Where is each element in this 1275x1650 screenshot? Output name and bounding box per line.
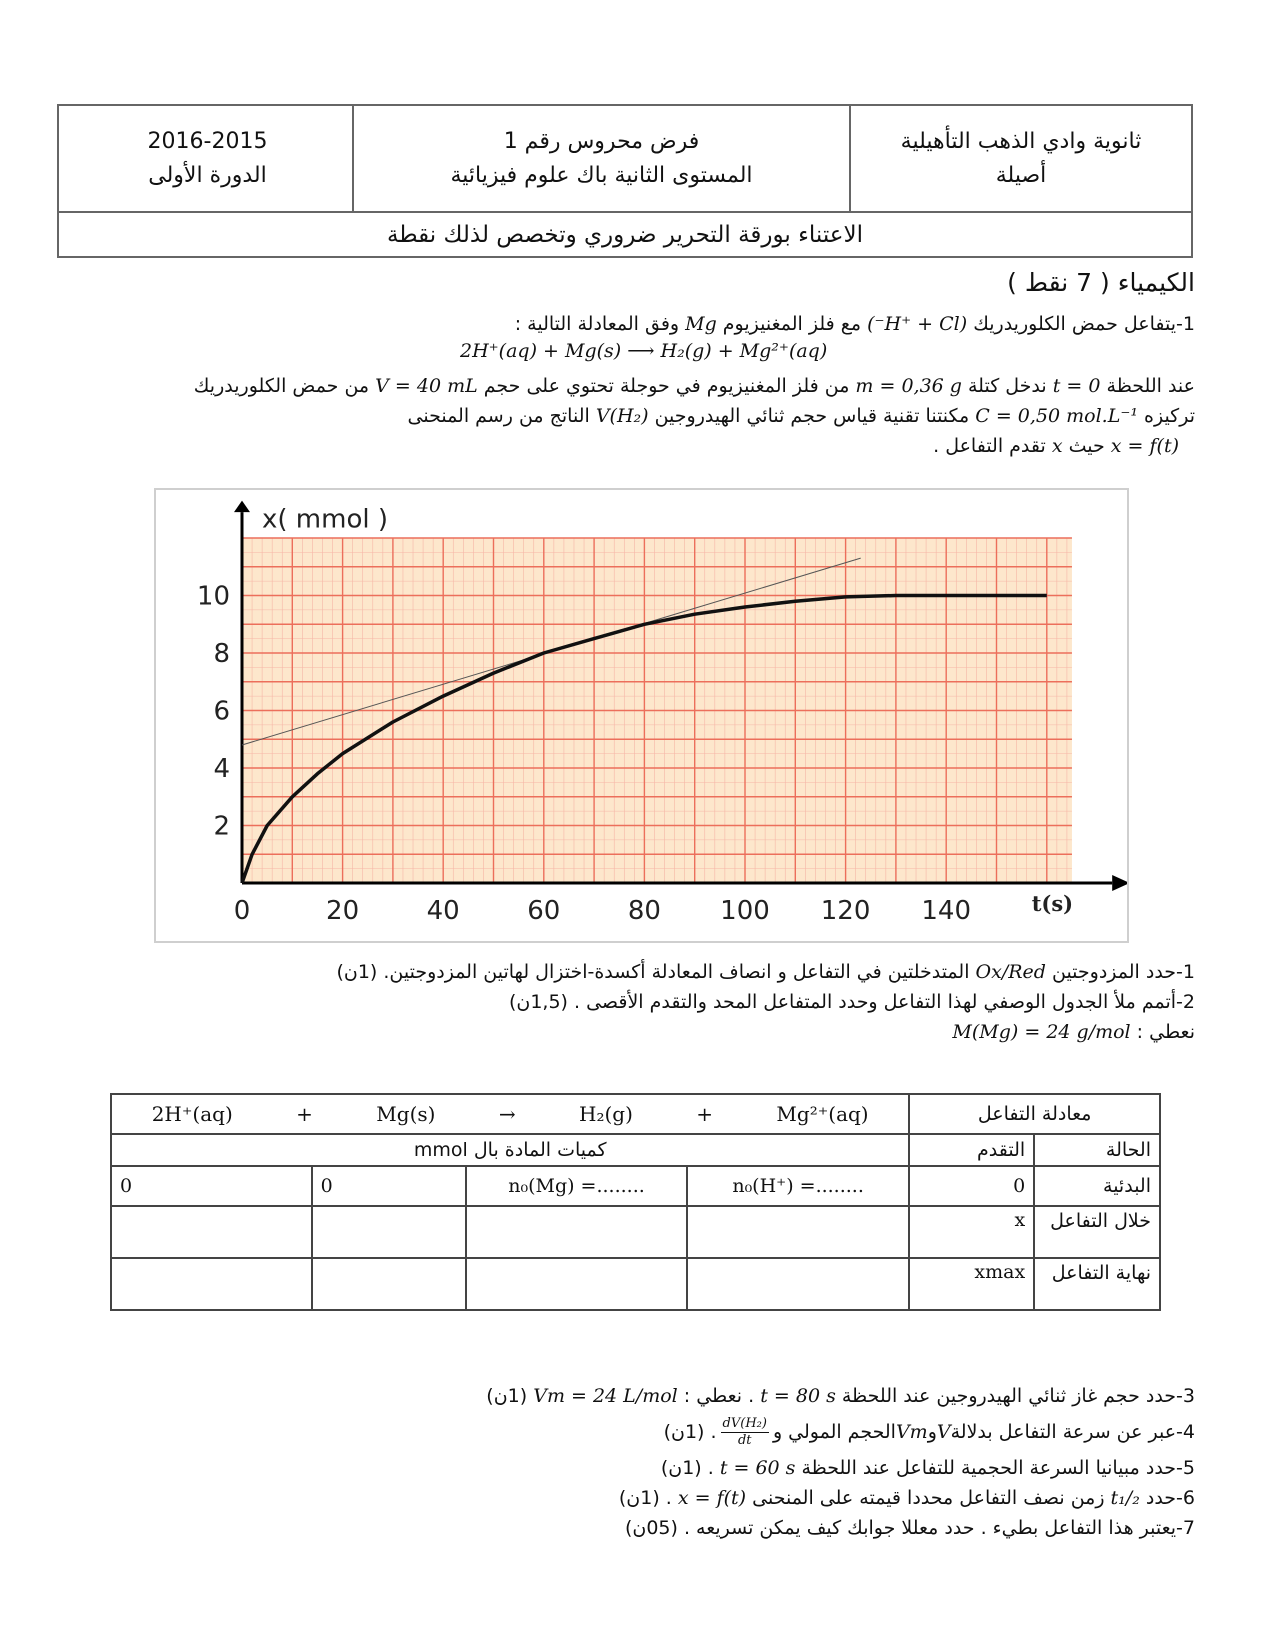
intro-line-3 bbox=[194, 372, 1195, 400]
question-2: 2-أتمم ملأ الجدول الوصفي لهذا التفاعل وحدد المتفاعل المحد والتقدم الأقصى . (1,5ن) bbox=[508, 991, 1195, 1013]
intro-line-1 bbox=[515, 310, 1195, 338]
text: الناتج من رسم المنحنى bbox=[407, 405, 596, 427]
x-tick-label: 60 bbox=[527, 896, 561, 926]
formula: V bbox=[936, 1421, 951, 1443]
session: الدورة الأولى bbox=[148, 162, 267, 188]
text: مكنتنا تقنية قياس حجم ثنائي الهيدروجين bbox=[648, 405, 976, 427]
text: . (1ن) bbox=[663, 1421, 717, 1443]
text: 4-عبر عن سرعة التفاعل بدلالة bbox=[950, 1421, 1195, 1443]
derivative-fraction bbox=[721, 1416, 769, 1449]
formula: M(Mg) = 24 g/mol bbox=[952, 1021, 1131, 1043]
table-row bbox=[111, 1166, 1160, 1206]
initial-state: البدئية bbox=[1034, 1166, 1160, 1206]
empty-cell bbox=[687, 1206, 910, 1258]
question-7: 7-يعتبر هذا التفاعل بطيء . حدد معللا جوابك كيف يمكن تسريعه . (05ن) bbox=[624, 1517, 1195, 1539]
initial-h2-amount: 0 bbox=[312, 1166, 467, 1206]
x-tick-label: 20 bbox=[326, 896, 360, 926]
text: تقدم التفاعل . bbox=[933, 435, 1052, 457]
school-year: 2016-2015 bbox=[147, 128, 268, 154]
during-advance: x bbox=[909, 1206, 1034, 1258]
table-row bbox=[111, 1094, 1160, 1134]
x-tick-label: 0 bbox=[233, 896, 251, 926]
formula: C = 0,50 mol.L⁻¹ bbox=[975, 405, 1138, 427]
table-row bbox=[111, 1206, 1160, 1258]
text: زمن نصف التفاعل محددا قيمته على المنحنى bbox=[746, 1487, 1111, 1509]
initial-mg2-amount: 0 bbox=[111, 1166, 312, 1206]
formula: Vm = 24 L/mol bbox=[533, 1385, 678, 1407]
table-row bbox=[111, 1258, 1160, 1310]
state-header: الحالة bbox=[1034, 1134, 1160, 1166]
text: 1-يتفاعل حمض الكلوريدريك bbox=[967, 313, 1195, 335]
text: . (1ن) bbox=[618, 1487, 678, 1509]
formula: Ox/Red bbox=[975, 961, 1046, 983]
eq-term: + bbox=[296, 1102, 313, 1126]
reaction-equation: 2H⁺(aq) + Mg(s) ⟶ H₂(g) + Mg²⁺(aq) bbox=[460, 340, 828, 362]
y-tick-label: 10 bbox=[196, 581, 230, 612]
initial-advance: 0 bbox=[909, 1166, 1034, 1206]
x-tick-label: 120 bbox=[820, 896, 871, 926]
section-title: الكيمياء ( 7 نقط ) bbox=[1007, 268, 1195, 297]
empty-cell bbox=[312, 1258, 467, 1310]
formula: m = 0,36 g bbox=[855, 375, 962, 397]
text: 5-حدد مبيانيا السرعة الحجمية للتفاعل عند اللحظة bbox=[795, 1457, 1195, 1479]
empty-cell bbox=[466, 1206, 687, 1258]
text: و bbox=[927, 1421, 937, 1443]
initial-mg-amount: n₀(Mg) =........ bbox=[466, 1166, 687, 1206]
y-tick-label: 4 bbox=[213, 754, 230, 784]
table-row bbox=[111, 1134, 1160, 1166]
empty-cell bbox=[111, 1206, 312, 1258]
y-tick-label: 6 bbox=[213, 696, 230, 727]
initial-h-amount: n₀(H⁺) =........ bbox=[687, 1166, 910, 1206]
y-axis-arrow bbox=[234, 501, 250, 513]
question-5 bbox=[661, 1454, 1195, 1482]
text: عند اللحظة bbox=[1100, 375, 1195, 397]
eq-term: H₂(g) bbox=[579, 1102, 633, 1126]
formula: t = 60 s bbox=[719, 1457, 796, 1479]
eq-term: → bbox=[498, 1102, 516, 1126]
chart-frame bbox=[154, 488, 1129, 943]
text: حيث bbox=[1062, 435, 1111, 457]
x-tick-label: 140 bbox=[921, 896, 972, 926]
during-state: خلال التفاعل bbox=[1034, 1206, 1160, 1258]
formula: x = f(t) bbox=[677, 1487, 747, 1509]
exam-cell bbox=[352, 106, 851, 211]
formula: x = f(t) bbox=[1110, 435, 1179, 457]
x-axis-arrow bbox=[1112, 875, 1127, 891]
text: نعطي : bbox=[1130, 1021, 1195, 1043]
intro-line-4 bbox=[408, 402, 1196, 430]
given-molar-mass bbox=[952, 1018, 1195, 1046]
empty-cell bbox=[466, 1258, 687, 1310]
eq-term: 2H⁺(aq) bbox=[151, 1102, 233, 1126]
x-tick-label: 40 bbox=[426, 896, 460, 926]
formula: t = 80 s bbox=[760, 1385, 836, 1407]
header-note: الاعتناء بورقة التحرير ضروري وتخصص لذلك نقطة bbox=[59, 211, 1191, 260]
text: من فلز المغنيزيوم في حوجلة تحتوي على حجم bbox=[477, 375, 856, 397]
formula: V = 40 mL bbox=[375, 375, 478, 397]
amounts-header: كميات المادة بال mmol bbox=[111, 1134, 909, 1166]
question-1 bbox=[336, 958, 1195, 986]
formula: t = 0 bbox=[1052, 375, 1101, 397]
advancement-chart bbox=[156, 490, 1127, 941]
school-name: ثانوية وادي الذهب التأهيلية bbox=[900, 128, 1142, 154]
progress-table bbox=[110, 1093, 1161, 1311]
formula: x bbox=[1051, 435, 1063, 457]
y-axis-label: x( mmol ) bbox=[262, 504, 388, 535]
final-advance: xmax bbox=[909, 1258, 1034, 1310]
school-cell bbox=[851, 106, 1191, 211]
header-box bbox=[57, 104, 1193, 258]
formula: (H⁺ + Cl⁻) bbox=[867, 313, 968, 335]
text: 3-حدد حجم غاز ثنائي الهيدروجين عند اللحظة bbox=[835, 1385, 1195, 1407]
final-state: نهاية التفاعل bbox=[1034, 1258, 1160, 1310]
school-city: أصيلة bbox=[995, 162, 1047, 188]
text: تركيزه bbox=[1137, 405, 1195, 427]
exam-title: فرض محروس رقم 1 bbox=[503, 128, 700, 154]
eq-term: Mg(s) bbox=[376, 1102, 436, 1126]
equation-label: معادلة التفاعل bbox=[909, 1094, 1160, 1134]
question-6 bbox=[619, 1484, 1195, 1512]
eq-term: Mg²⁺(aq) bbox=[776, 1102, 869, 1126]
question-4 bbox=[664, 1410, 1195, 1454]
fraction-numerator: dV(H₂) bbox=[722, 1415, 767, 1431]
y-tick-label: 2 bbox=[213, 811, 230, 842]
text: ندخل كتلة bbox=[961, 375, 1053, 397]
empty-cell bbox=[111, 1258, 312, 1310]
empty-cell bbox=[312, 1206, 467, 1258]
x-axis-label: t(s) bbox=[1031, 891, 1074, 916]
intro-line-5 bbox=[933, 432, 1179, 460]
equation-cell bbox=[111, 1094, 909, 1134]
year-cell bbox=[59, 106, 356, 211]
formula: t₁/₂ bbox=[1110, 1487, 1140, 1509]
text: من حمض الكلوريدريك bbox=[193, 375, 376, 397]
text: (1ن) bbox=[486, 1385, 534, 1407]
x-tick-label: 100 bbox=[720, 896, 770, 926]
text: الحجم المولي و bbox=[772, 1421, 896, 1443]
text: . نعطي : bbox=[677, 1385, 761, 1407]
empty-cell bbox=[687, 1258, 910, 1310]
text: مع فلز المغنيزيوم bbox=[716, 313, 868, 335]
text: 6-حدد bbox=[1139, 1487, 1195, 1509]
fraction-denominator: dt bbox=[737, 1432, 752, 1448]
exam-level: المستوى الثانية باك علوم فيزيائية bbox=[450, 162, 753, 188]
text: . (1ن) bbox=[660, 1457, 720, 1479]
advance-header: التقدم bbox=[909, 1134, 1034, 1166]
x-tick-label: 80 bbox=[627, 896, 661, 926]
formula: V(H₂) bbox=[595, 405, 649, 427]
question-3 bbox=[486, 1382, 1195, 1410]
formula: Vm bbox=[895, 1421, 928, 1443]
text: وفق المعادلة التالية : bbox=[514, 313, 686, 335]
formula: Mg bbox=[685, 313, 717, 335]
y-tick-label: 8 bbox=[213, 639, 230, 669]
text: المتدخلتين في التفاعل و انصاف المعادلة أكسدة-اختزال لهاتين المزدوجتين. (1ن) bbox=[336, 961, 976, 983]
text: 1-حدد المزدوجتين bbox=[1045, 961, 1195, 983]
eq-term: + bbox=[696, 1102, 714, 1126]
